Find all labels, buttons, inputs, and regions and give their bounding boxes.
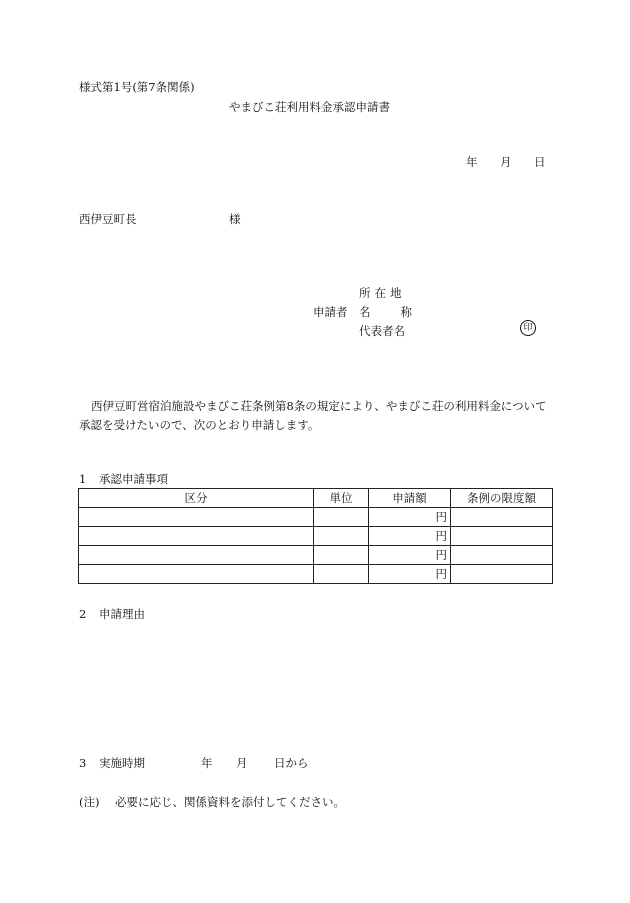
note-text: 必要に応じ、関係資料を添付してください。 [115,795,345,809]
period-month: 月 [236,756,248,770]
cell-unit[interactable] [314,546,369,565]
document-title: やまびこ荘利用料金承認申請書 [229,100,390,114]
cell-unit[interactable] [314,527,369,546]
table-row [79,527,553,546]
note-label: (注) [79,795,100,809]
addressee-honorific: 様 [229,212,241,226]
section3-heading [79,756,145,770]
cell-unit[interactable] [314,565,369,584]
applicant-name-label-b: 称 [400,305,412,319]
applicant-name-label-a: 名 [359,305,371,319]
applicant-name-label [359,305,412,319]
col-header-amount: 申請額 [369,489,451,508]
seal-mark: 印 [520,320,536,336]
period-day-from: 日から [274,756,309,770]
table-row [79,508,553,527]
form-number: 様式第1号(第7条関係) [79,80,195,94]
applicant-role-label: 申請者 [313,305,348,319]
addressee-name: 西伊豆町長 [79,212,137,226]
col-header-limit: 条例の限度額 [451,489,553,508]
section3-number: 3 [79,756,87,770]
section1-title: 承認申請事項 [99,472,168,486]
section2-number: 2 [79,607,87,621]
date-month: 月 [500,155,512,169]
cell-limit[interactable] [451,546,553,565]
section2-title: 申請理由 [99,607,145,621]
table-row [79,546,553,565]
col-header-unit: 単位 [314,489,369,508]
table-row [79,565,553,584]
cell-category[interactable] [79,508,314,527]
cell-limit[interactable] [451,565,553,584]
cell-limit[interactable] [451,527,553,546]
application-items-table [78,488,553,584]
applicant-representative-label: 代表者名 [359,324,405,338]
cell-amount[interactable]: 円 [369,527,451,546]
cell-category[interactable] [79,565,314,584]
date-line [466,155,546,169]
note [79,795,345,809]
cell-amount[interactable]: 円 [369,508,451,527]
period-year: 年 [201,756,213,770]
body-text: 西伊豆町営宿泊施設やまびこ荘条例第8条の規定により、やまびこ荘の利用料金について承認を受けたいので、次のとおり申請します。 [79,399,547,432]
cell-unit[interactable] [314,508,369,527]
section2-heading [79,607,145,621]
section3-title: 実施時期 [99,756,145,770]
cell-amount[interactable]: 円 [369,565,451,584]
applicant-address-label: 所在地 [359,286,406,300]
date-year: 年 [466,155,478,169]
section1-heading [79,472,168,486]
cell-category[interactable] [79,546,314,565]
cell-amount[interactable]: 円 [369,546,451,565]
col-header-category: 区分 [79,489,314,508]
section1-number: 1 [79,472,87,486]
date-day: 日 [534,155,546,169]
cell-category[interactable] [79,527,314,546]
cell-limit[interactable] [451,508,553,527]
table-header-row [79,489,553,508]
